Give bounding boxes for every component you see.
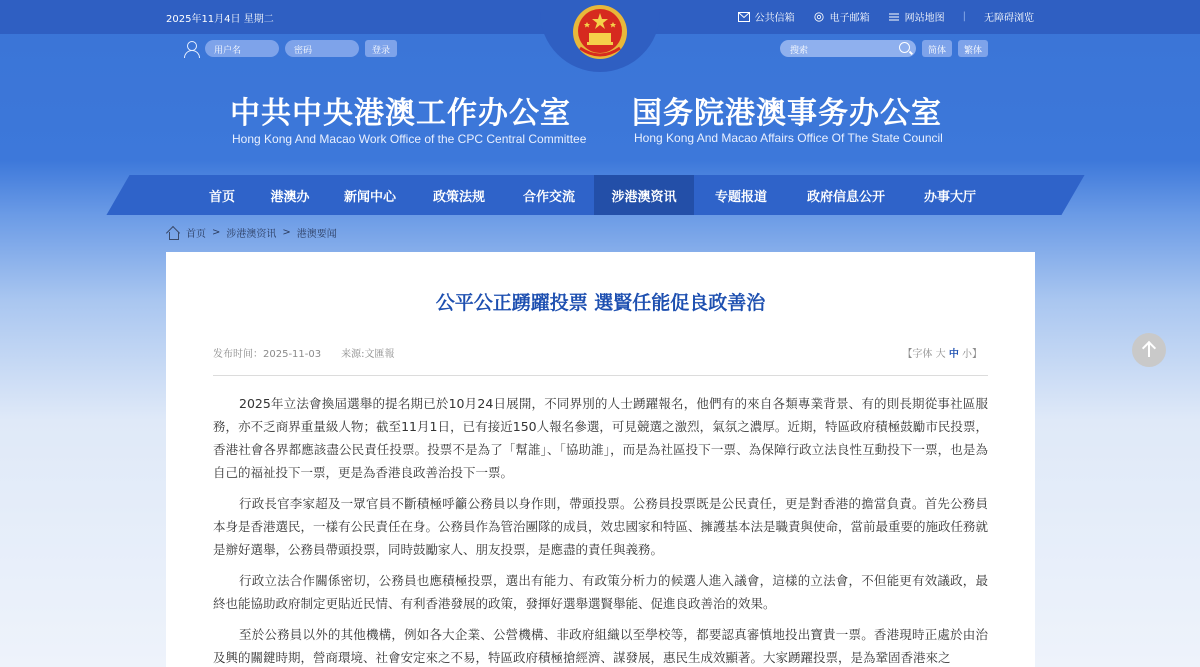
search-input[interactable] (780, 40, 916, 57)
breadcrumb-current[interactable]: 港澳要闻 (296, 229, 337, 240)
font-size-selector (902, 345, 982, 360)
font-size-prefix: 【字体 (902, 349, 933, 360)
email-label: 电子邮箱 (829, 13, 870, 24)
sitemap-icon (888, 12, 900, 22)
article-meta (213, 345, 395, 360)
right-office-title: 国务院港澳事务办公室 (632, 96, 942, 131)
font-size-small[interactable]: 小】 (962, 349, 982, 360)
breadcrumb-hkmacao-news[interactable]: 涉港澳资讯 (226, 229, 277, 240)
public-mailbox-label: 公共信箱 (754, 13, 795, 24)
left-office-subtitle: Hong Kong And Macao Work Office of the CPC Central Committee (232, 132, 587, 146)
font-size-medium[interactable]: 中 (948, 349, 959, 360)
search-placeholder: 搜索 (790, 46, 809, 56)
breadcrumb (166, 225, 337, 240)
password-input[interactable]: 密码 (285, 40, 359, 57)
article-paragraph: 行政長官李家超及一眾官員不斷積極呼籲公務員以身作則，帶頭投票。公務員投票既是公民責任，更是對香港的擔當負責。首先公務員本身是香港選民，一樣有公民責任在身。公務員作為管治團隊的成員，效忠國家和特區、擁護基本法是職責與使命，當前最重要的施政任務就是辦好選舉，公務員帶頭投票，同時鼓勵家人、朋友投票，是應盡的責任與義務。 (213, 496, 989, 557)
email-link[interactable] (813, 9, 870, 24)
nav-cooperation[interactable]: 合作交流 (522, 189, 575, 205)
public-mailbox-link[interactable] (738, 9, 795, 24)
username-input[interactable]: 用户名 (205, 40, 279, 57)
article-paragraph: 2025年立法會換屆選舉的提名期已於10月24日展開，不同界別的人士踴躍報名，他們有的來自各類專業背景、有的則長期從事社區服務，亦不乏商界重量級人物；截至11月1日，已有接近150人報名參選，可見競選之激烈，氣氛之濃厚。近期，特區政府積極鼓勵市民投票，香港社會各界都應該盡公民責任投票。投票不是為了「幫誰」、「協助誰」，而是為社區投下一票、為保障行政立法良性互動投下一票，也是為自己的福祉投下一票，更是為香港良政善治投下一票。 (213, 396, 988, 480)
search-row (780, 40, 988, 57)
nav-gov-info[interactable]: 政府信息公开 (806, 189, 885, 205)
sitemap-label: 网站地图 (904, 13, 945, 24)
date-text: 2025年11月4日 星期二 (166, 14, 274, 25)
nav-service-hall[interactable]: 办事大厅 (923, 189, 976, 205)
top-links (738, 9, 1034, 24)
nav-hkmacao-news[interactable]: 涉港澳资讯 (594, 175, 694, 215)
article-paragraph: 至於公務員以外的其他機構，例如各大企業、公營機構、非政府組織以至學校等，都要認真審慎地投出寶貴一票。香港現時正處於由治及興的關鍵時期，營商環境、社會安定來之不易，特區政府積極搶經濟、謀發展，惠民生成效顯著。大家踴躍投票，是為鞏固香港來之 (213, 627, 988, 665)
search-icon[interactable] (899, 42, 910, 53)
nav-special-reports[interactable]: 专题报道 (714, 189, 767, 205)
back-to-top-button[interactable] (1132, 333, 1166, 367)
accessibility-link[interactable]: 无障碍浏览 (984, 13, 1034, 24)
main-nav (190, 175, 996, 215)
article-card (166, 252, 1035, 667)
login-button[interactable]: 登录 (365, 40, 397, 57)
article-source: 来源:文匯報 (341, 349, 395, 360)
home-icon (166, 226, 180, 239)
left-office-title: 中共中央港澳工作办公室 (230, 96, 571, 131)
divider (213, 375, 988, 376)
breadcrumb-home[interactable]: 首页 (186, 229, 206, 240)
national-emblem-icon (572, 4, 628, 62)
nav-news-center[interactable]: 新闻中心 (343, 189, 396, 205)
article-paragraph: 行政立法合作關係密切，公務員也應積極投票，選出有能力、有政策分析力的候選人進入議會，這樣的立法會，不但能更有效議政，最終也能協助政府制定更貼近民情、有利香港發展的政策，發揮好選舉選賢舉能、促進良政善治的效果。 (213, 573, 988, 611)
article-title: 公平公正踴躍投票 選賢任能促良政善治 (435, 292, 766, 314)
nav-home[interactable]: 首页 (208, 189, 235, 205)
at-icon (813, 12, 825, 22)
divider: | (962, 11, 966, 22)
nav-hkmao[interactable]: 港澳办 (270, 189, 310, 205)
login-row (183, 40, 397, 57)
traditional-chinese-button[interactable]: 繁体 (958, 40, 988, 57)
article-body (213, 392, 988, 667)
breadcrumb-separator: > (282, 227, 291, 238)
font-size-large[interactable]: 大 (935, 349, 946, 360)
sitemap-link[interactable] (888, 9, 945, 24)
publish-date: 发布时间：2025-11-03 (213, 349, 322, 360)
mail-icon (738, 12, 750, 22)
nav-policies[interactable]: 政策法规 (432, 189, 485, 205)
right-office-subtitle: Hong Kong And Macao Affairs Office Of The State Council (634, 131, 943, 145)
breadcrumb-separator: > (212, 227, 221, 238)
simplified-chinese-button[interactable]: 简体 (922, 40, 952, 57)
user-icon (183, 41, 199, 57)
